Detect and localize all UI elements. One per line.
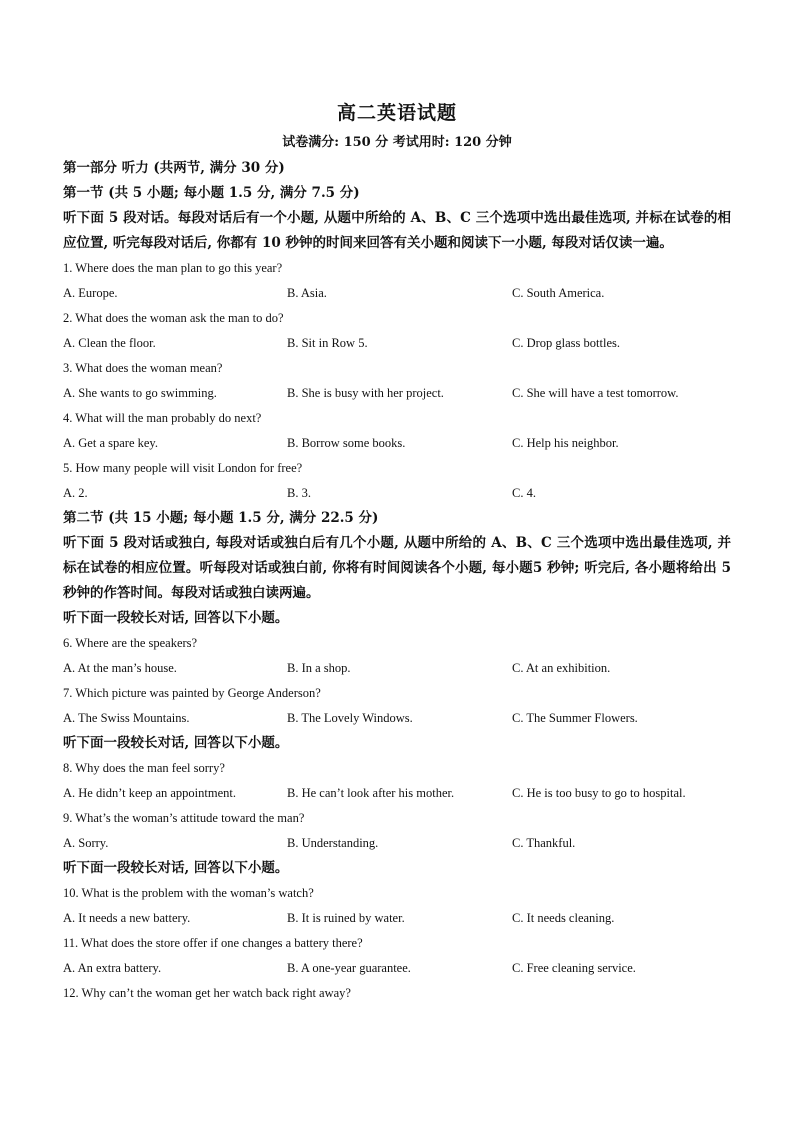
question-1: 1. Where does the man plan to go this year? <box>63 261 283 275</box>
option-a: A. The Swiss Mountains. <box>63 711 190 725</box>
option-b: B. He can’t look after his mother. <box>287 786 455 800</box>
option-b: B. It is ruined by water. <box>287 911 405 925</box>
option-a: A. An extra battery. <box>63 961 162 975</box>
option-a: A. At the man’s house. <box>63 661 177 675</box>
options-11 <box>63 956 731 981</box>
section1-instructions: 听下面 5 段对话。每段对话后有一个小题, 从题中所给的 A、B、C 三个选项中选出最佳选项, 并标在试卷的相应位置, 听完每段对话后, 你都有 10 秒钟的时间来回答有关小题和阅读下一小题, 每段对话仅读一遍。 <box>63 210 731 251</box>
options-9 <box>63 831 731 856</box>
question-9: 9. What’s the woman’s attitude toward the man? <box>63 811 305 825</box>
option-c: C. Drop glass bottles. <box>512 336 620 350</box>
option-b: B. Sit in Row 5. <box>287 336 368 350</box>
exam-title: 高二英语试题 <box>336 102 457 124</box>
options-4 <box>63 431 731 456</box>
options-1 <box>63 281 731 306</box>
question-6: 6. Where are the speakers? <box>63 636 198 650</box>
option-c: C. South America. <box>512 286 605 300</box>
option-b: B. The Lovely Windows. <box>287 711 413 725</box>
option-c: C. He is too busy to go to hospital. <box>512 786 686 800</box>
options-6 <box>63 656 731 681</box>
option-c: C. At an exhibition. <box>512 661 611 675</box>
question-5: 5. How many people will visit London for free? <box>63 461 303 475</box>
option-b: B. Borrow some books. <box>287 436 406 450</box>
option-a: A. Get a spare key. <box>63 436 158 450</box>
option-b: B. She is busy with her project. <box>287 386 444 400</box>
option-a: A. Europe. <box>63 286 118 300</box>
exam-subtitle: 试卷满分: 150 分 考试用时: 120 分钟 <box>282 135 512 150</box>
options-3 <box>63 381 731 406</box>
option-a: A. It needs a new battery. <box>63 911 191 925</box>
option-c: C. The Summer Flowers. <box>512 711 638 725</box>
option-b: B. In a shop. <box>287 661 351 675</box>
dialogue-prompt: 听下面一段较长对话, 回答以下小题。 <box>63 860 289 876</box>
question-12: 12. Why can’t the woman get her watch back right away? <box>63 986 351 1000</box>
question-4: 4. What will the man probably do next? <box>63 411 262 425</box>
option-b: B. Understanding. <box>287 836 379 850</box>
section1-heading: 第一节 (共 5 小题; 每小题 1.5 分, 满分 7.5 分) <box>63 185 360 201</box>
dialogue-prompt: 听下面一段较长对话, 回答以下小题。 <box>63 735 289 751</box>
dialogue-prompt: 听下面一段较长对话, 回答以下小题。 <box>63 610 289 626</box>
section2-instructions: 听下面 5 段对话或独白, 每段对话或独白后有几个小题, 从题中所给的 A、B、C 三个选项中选出最佳选项, 并标在试卷的相应位置。听每段对话或独白前, 你将有时间阅读各个小题, 每小题5 秒钟; 听完后, 各小题将给出 5 秒钟的作答时间。每段对话或独白读两遍。 <box>63 535 731 601</box>
option-c: C. Thankful. <box>512 836 576 850</box>
option-c: C. Free cleaning service. <box>512 961 636 975</box>
section2-heading: 第二节 (共 15 小题; 每小题 1.5 分, 满分 22.5 分) <box>63 510 379 526</box>
option-b: B. A one-year guarantee. <box>287 961 411 975</box>
options-10 <box>63 906 731 931</box>
option-c: C. It needs cleaning. <box>512 911 615 925</box>
options-7 <box>63 706 731 731</box>
question-11: 11. What does the store offer if one changes a battery there? <box>63 936 363 950</box>
options-8 <box>63 781 731 806</box>
question-2: 2. What does the woman ask the man to do? <box>63 311 284 325</box>
option-c: C. Help his neighbor. <box>512 436 619 450</box>
option-b: B. 3. <box>287 486 311 500</box>
part1-heading: 第一部分 听力 (共两节, 满分 30 分) <box>63 160 285 176</box>
option-b: B. Asia. <box>287 286 327 300</box>
question-3: 3. What does the woman mean? <box>63 361 223 375</box>
option-c: C. 4. <box>512 486 536 500</box>
exam-content <box>63 156 731 1006</box>
question-10: 10. What is the problem with the woman’s watch? <box>63 886 314 900</box>
option-c: C. She will have a test tomorrow. <box>512 386 679 400</box>
option-a: A. He didn’t keep an appointment. <box>63 786 236 800</box>
option-a: A. She wants to go swimming. <box>63 386 217 400</box>
option-a: A. Clean the floor. <box>63 336 156 350</box>
question-7: 7. Which picture was painted by George Anderson? <box>63 686 321 700</box>
option-a: A. 2. <box>63 486 88 500</box>
options-2 <box>63 331 731 356</box>
option-a: A. Sorry. <box>63 836 109 850</box>
options-5 <box>63 481 731 506</box>
question-8: 8. Why does the man feel sorry? <box>63 761 225 775</box>
